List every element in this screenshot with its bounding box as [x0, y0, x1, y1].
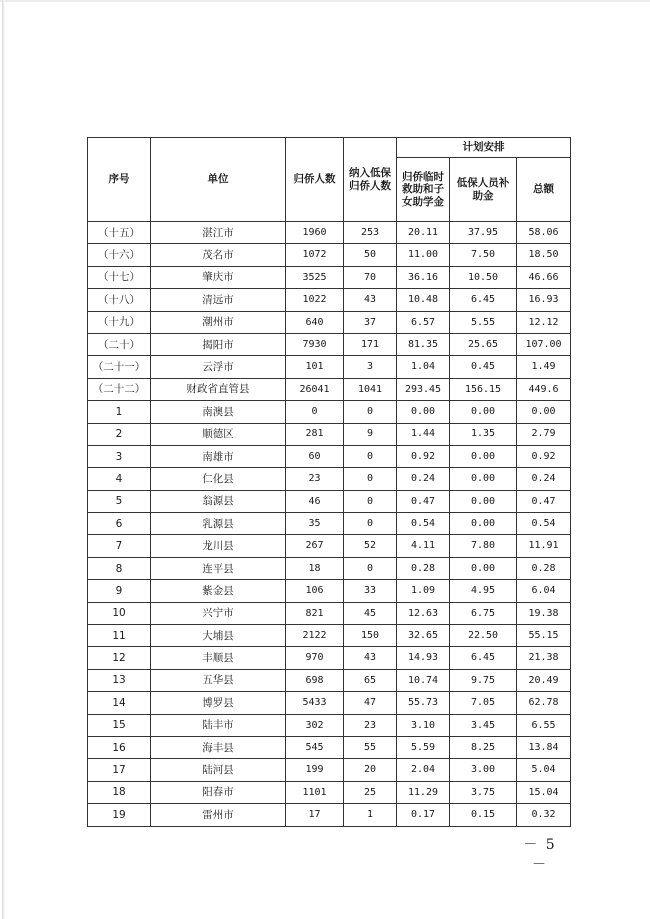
- row-dibao-subsidy: 0.45: [450, 356, 517, 378]
- row-unit: 兴宁市: [151, 602, 286, 624]
- row-dibao-subsidy: 7.50: [450, 244, 517, 266]
- row-index: 1: [88, 401, 151, 423]
- row-unit: 翁源县: [151, 490, 286, 512]
- table-row: [88, 669, 571, 691]
- row-dibao-subsidy: 0.00: [450, 401, 517, 423]
- row-temporary-aid: 2.04: [397, 759, 450, 781]
- row-temporary-aid: 11.29: [397, 781, 450, 803]
- row-temporary-aid: 0.00: [397, 401, 450, 423]
- header-unit: 单位: [151, 138, 286, 222]
- row-total: 46.66: [517, 266, 571, 288]
- row-returned-overseas-count: 46: [286, 490, 344, 512]
- row-index: 14: [88, 692, 151, 714]
- table-row: [88, 557, 571, 579]
- row-returned-overseas-count: 1960: [286, 222, 344, 244]
- row-included-in-dibao: 37: [344, 311, 397, 333]
- row-total: 0.00: [517, 401, 571, 423]
- row-returned-overseas-count: 106: [286, 580, 344, 602]
- table-row: [88, 580, 571, 602]
- row-returned-overseas-count: 970: [286, 647, 344, 669]
- table-header: [88, 138, 571, 222]
- row-temporary-aid: 0.28: [397, 557, 450, 579]
- allocation-table: [87, 137, 571, 827]
- page-edge-left: [2, 0, 5, 919]
- row-temporary-aid: 81.35: [397, 333, 450, 355]
- row-temporary-aid: 10.74: [397, 669, 450, 691]
- table-row: [88, 490, 571, 512]
- row-index: 10: [88, 602, 151, 624]
- row-unit: 阳春市: [151, 781, 286, 803]
- row-index: （十八）: [88, 289, 151, 311]
- header-returned-overseas-count: 归侨人数: [286, 138, 344, 222]
- table-row: [88, 356, 571, 378]
- page-number: － 5 －: [523, 837, 557, 873]
- row-included-in-dibao: 43: [344, 289, 397, 311]
- table-row: [88, 692, 571, 714]
- table-row: [88, 401, 571, 423]
- row-returned-overseas-count: 281: [286, 423, 344, 445]
- row-total: 20.49: [517, 669, 571, 691]
- row-index: 12: [88, 647, 151, 669]
- row-unit: 乳源县: [151, 513, 286, 535]
- row-index: （二十一）: [88, 356, 151, 378]
- row-total: 12.12: [517, 311, 571, 333]
- row-unit: 陆丰市: [151, 714, 286, 736]
- row-unit: 紫金县: [151, 580, 286, 602]
- row-unit: 茂名市: [151, 244, 286, 266]
- table-row: [88, 513, 571, 535]
- header-total: 总额: [517, 158, 571, 222]
- row-unit: 仁化县: [151, 468, 286, 490]
- row-returned-overseas-count: 1072: [286, 244, 344, 266]
- row-index: 16: [88, 736, 151, 758]
- row-temporary-aid: 6.57: [397, 311, 450, 333]
- row-dibao-subsidy: 0.00: [450, 445, 517, 467]
- table-row: [88, 759, 571, 781]
- row-included-in-dibao: 20: [344, 759, 397, 781]
- row-index: （十七）: [88, 266, 151, 288]
- row-index: 6: [88, 513, 151, 535]
- row-dibao-subsidy: 4.95: [450, 580, 517, 602]
- header-temporary-aid: 归侨临时救助和子女助学金: [397, 158, 450, 222]
- row-returned-overseas-count: 698: [286, 669, 344, 691]
- row-returned-overseas-count: 0: [286, 401, 344, 423]
- table-row: [88, 445, 571, 467]
- table-row: [88, 222, 571, 244]
- table-row: [88, 647, 571, 669]
- row-total: 55.15: [517, 625, 571, 647]
- row-unit: 清远市: [151, 289, 286, 311]
- row-included-in-dibao: 65: [344, 669, 397, 691]
- row-total: 11.91: [517, 535, 571, 557]
- row-temporary-aid: 293.45: [397, 378, 450, 400]
- row-total: 62.78: [517, 692, 571, 714]
- row-included-in-dibao: 0: [344, 468, 397, 490]
- row-total: 107.00: [517, 333, 571, 355]
- row-unit: 陆河县: [151, 759, 286, 781]
- row-index: 8: [88, 557, 151, 579]
- row-returned-overseas-count: 23: [286, 468, 344, 490]
- row-temporary-aid: 0.54: [397, 513, 450, 535]
- row-included-in-dibao: 50: [344, 244, 397, 266]
- row-index: （十九）: [88, 311, 151, 333]
- row-returned-overseas-count: 545: [286, 736, 344, 758]
- row-dibao-subsidy: 6.75: [450, 602, 517, 624]
- row-index: 11: [88, 625, 151, 647]
- row-temporary-aid: 20.11: [397, 222, 450, 244]
- row-unit: 潮州市: [151, 311, 286, 333]
- row-temporary-aid: 0.17: [397, 804, 450, 826]
- table-row: [88, 804, 571, 826]
- row-dibao-subsidy: 3.75: [450, 781, 517, 803]
- header-included-in-dibao: 纳入低保归侨人数: [344, 138, 397, 222]
- table-row: [88, 781, 571, 803]
- row-included-in-dibao: 0: [344, 445, 397, 467]
- header-index: 序号: [88, 138, 151, 222]
- row-total: 6.55: [517, 714, 571, 736]
- row-index: 13: [88, 669, 151, 691]
- row-unit: 肇庆市: [151, 266, 286, 288]
- table-row: [88, 423, 571, 445]
- row-dibao-subsidy: 0.00: [450, 490, 517, 512]
- row-total: 0.54: [517, 513, 571, 535]
- table-row: [88, 333, 571, 355]
- table-row: [88, 468, 571, 490]
- row-returned-overseas-count: 1022: [286, 289, 344, 311]
- row-unit: 揭阳市: [151, 333, 286, 355]
- row-dibao-subsidy: 10.50: [450, 266, 517, 288]
- row-index: 4: [88, 468, 151, 490]
- row-index: 7: [88, 535, 151, 557]
- row-included-in-dibao: 23: [344, 714, 397, 736]
- row-temporary-aid: 32.65: [397, 625, 450, 647]
- table-row: [88, 625, 571, 647]
- row-temporary-aid: 1.44: [397, 423, 450, 445]
- row-returned-overseas-count: 101: [286, 356, 344, 378]
- row-temporary-aid: 4.11: [397, 535, 450, 557]
- row-unit: 顺德区: [151, 423, 286, 445]
- header-dibao-subsidy: 低保人员补助金: [450, 158, 517, 222]
- row-included-in-dibao: 3: [344, 356, 397, 378]
- row-included-in-dibao: 0: [344, 513, 397, 535]
- row-index: 3: [88, 445, 151, 467]
- table-row: [88, 266, 571, 288]
- row-total: 0.32: [517, 804, 571, 826]
- row-total: 0.92: [517, 445, 571, 467]
- row-included-in-dibao: 25: [344, 781, 397, 803]
- row-unit: 南雄市: [151, 445, 286, 467]
- table-row: [88, 244, 571, 266]
- row-dibao-subsidy: 7.05: [450, 692, 517, 714]
- row-temporary-aid: 1.04: [397, 356, 450, 378]
- row-total: 21.38: [517, 647, 571, 669]
- table-row: [88, 535, 571, 557]
- row-index: （十六）: [88, 244, 151, 266]
- row-included-in-dibao: 1041: [344, 378, 397, 400]
- row-unit: 海丰县: [151, 736, 286, 758]
- row-returned-overseas-count: 18: [286, 557, 344, 579]
- row-index: 18: [88, 781, 151, 803]
- row-included-in-dibao: 47: [344, 692, 397, 714]
- row-included-in-dibao: 9: [344, 423, 397, 445]
- row-unit: 南澳县: [151, 401, 286, 423]
- row-dibao-subsidy: 0.00: [450, 557, 517, 579]
- row-returned-overseas-count: 3525: [286, 266, 344, 288]
- row-included-in-dibao: 52: [344, 535, 397, 557]
- row-included-in-dibao: 33: [344, 580, 397, 602]
- row-unit: 云浮市: [151, 356, 286, 378]
- row-dibao-subsidy: 1.35: [450, 423, 517, 445]
- table-row: [88, 378, 571, 400]
- row-unit: 雷州市: [151, 804, 286, 826]
- header-plan-group: 计划安排: [397, 138, 571, 158]
- row-index: 17: [88, 759, 151, 781]
- row-included-in-dibao: 0: [344, 557, 397, 579]
- row-returned-overseas-count: 302: [286, 714, 344, 736]
- row-temporary-aid: 11.00: [397, 244, 450, 266]
- row-returned-overseas-count: 7930: [286, 333, 344, 355]
- row-dibao-subsidy: 5.55: [450, 311, 517, 333]
- row-total: 18.50: [517, 244, 571, 266]
- row-returned-overseas-count: 35: [286, 513, 344, 535]
- row-included-in-dibao: 171: [344, 333, 397, 355]
- row-dibao-subsidy: 6.45: [450, 647, 517, 669]
- row-index: 2: [88, 423, 151, 445]
- row-total: 5.04: [517, 759, 571, 781]
- table-row: [88, 714, 571, 736]
- row-dibao-subsidy: 3.00: [450, 759, 517, 781]
- row-temporary-aid: 12.63: [397, 602, 450, 624]
- row-temporary-aid: 14.93: [397, 647, 450, 669]
- row-dibao-subsidy: 37.95: [450, 222, 517, 244]
- row-included-in-dibao: 0: [344, 401, 397, 423]
- row-temporary-aid: 5.59: [397, 736, 450, 758]
- row-included-in-dibao: 1: [344, 804, 397, 826]
- row-total: 16.93: [517, 289, 571, 311]
- row-unit: 湛江市: [151, 222, 286, 244]
- row-dibao-subsidy: 22.50: [450, 625, 517, 647]
- row-dibao-subsidy: 0.00: [450, 513, 517, 535]
- row-total: 449.6: [517, 378, 571, 400]
- table-row: [88, 736, 571, 758]
- row-unit: 连平县: [151, 557, 286, 579]
- row-total: 15.04: [517, 781, 571, 803]
- row-temporary-aid: 10.48: [397, 289, 450, 311]
- row-dibao-subsidy: 25.65: [450, 333, 517, 355]
- row-unit: 大埔县: [151, 625, 286, 647]
- row-returned-overseas-count: 17: [286, 804, 344, 826]
- row-index: 15: [88, 714, 151, 736]
- row-total: 19.38: [517, 602, 571, 624]
- row-dibao-subsidy: 9.75: [450, 669, 517, 691]
- row-index: 9: [88, 580, 151, 602]
- row-included-in-dibao: 70: [344, 266, 397, 288]
- row-total: 0.24: [517, 468, 571, 490]
- row-temporary-aid: 55.73: [397, 692, 450, 714]
- row-total: 6.04: [517, 580, 571, 602]
- row-dibao-subsidy: 3.45: [450, 714, 517, 736]
- table-row: [88, 311, 571, 333]
- row-index: （十五）: [88, 222, 151, 244]
- table-row: [88, 602, 571, 624]
- row-included-in-dibao: 150: [344, 625, 397, 647]
- row-returned-overseas-count: 1101: [286, 781, 344, 803]
- row-total: 0.28: [517, 557, 571, 579]
- row-returned-overseas-count: 821: [286, 602, 344, 624]
- row-returned-overseas-count: 2122: [286, 625, 344, 647]
- row-dibao-subsidy: 8.25: [450, 736, 517, 758]
- row-included-in-dibao: 0: [344, 490, 397, 512]
- row-index: 19: [88, 804, 151, 826]
- row-unit: 丰顺县: [151, 647, 286, 669]
- row-dibao-subsidy: 0.00: [450, 468, 517, 490]
- row-returned-overseas-count: 26041: [286, 378, 344, 400]
- page-edge-top: [0, 0, 650, 2]
- row-total: 2.79: [517, 423, 571, 445]
- row-returned-overseas-count: 5433: [286, 692, 344, 714]
- row-temporary-aid: 36.16: [397, 266, 450, 288]
- row-included-in-dibao: 45: [344, 602, 397, 624]
- row-dibao-subsidy: 6.45: [450, 289, 517, 311]
- row-returned-overseas-count: 640: [286, 311, 344, 333]
- row-returned-overseas-count: 60: [286, 445, 344, 467]
- table-row: [88, 289, 571, 311]
- row-temporary-aid: 3.10: [397, 714, 450, 736]
- row-temporary-aid: 0.92: [397, 445, 450, 467]
- row-unit: 龙川县: [151, 535, 286, 557]
- row-unit: 五华县: [151, 669, 286, 691]
- row-unit: 财政省直管县: [151, 378, 286, 400]
- row-index: 5: [88, 490, 151, 512]
- table-body: [88, 222, 571, 827]
- row-returned-overseas-count: 199: [286, 759, 344, 781]
- row-included-in-dibao: 55: [344, 736, 397, 758]
- row-dibao-subsidy: 0.15: [450, 804, 517, 826]
- row-temporary-aid: 1.09: [397, 580, 450, 602]
- row-dibao-subsidy: 7.80: [450, 535, 517, 557]
- row-total: 58.06: [517, 222, 571, 244]
- row-total: 0.47: [517, 490, 571, 512]
- row-index: （二十）: [88, 333, 151, 355]
- row-returned-overseas-count: 267: [286, 535, 344, 557]
- row-dibao-subsidy: 156.15: [450, 378, 517, 400]
- row-unit: 博罗县: [151, 692, 286, 714]
- row-total: 13.84: [517, 736, 571, 758]
- row-index: （二十二）: [88, 378, 151, 400]
- row-temporary-aid: 0.47: [397, 490, 450, 512]
- row-total: 1.49: [517, 356, 571, 378]
- row-temporary-aid: 0.24: [397, 468, 450, 490]
- row-included-in-dibao: 253: [344, 222, 397, 244]
- row-included-in-dibao: 43: [344, 647, 397, 669]
